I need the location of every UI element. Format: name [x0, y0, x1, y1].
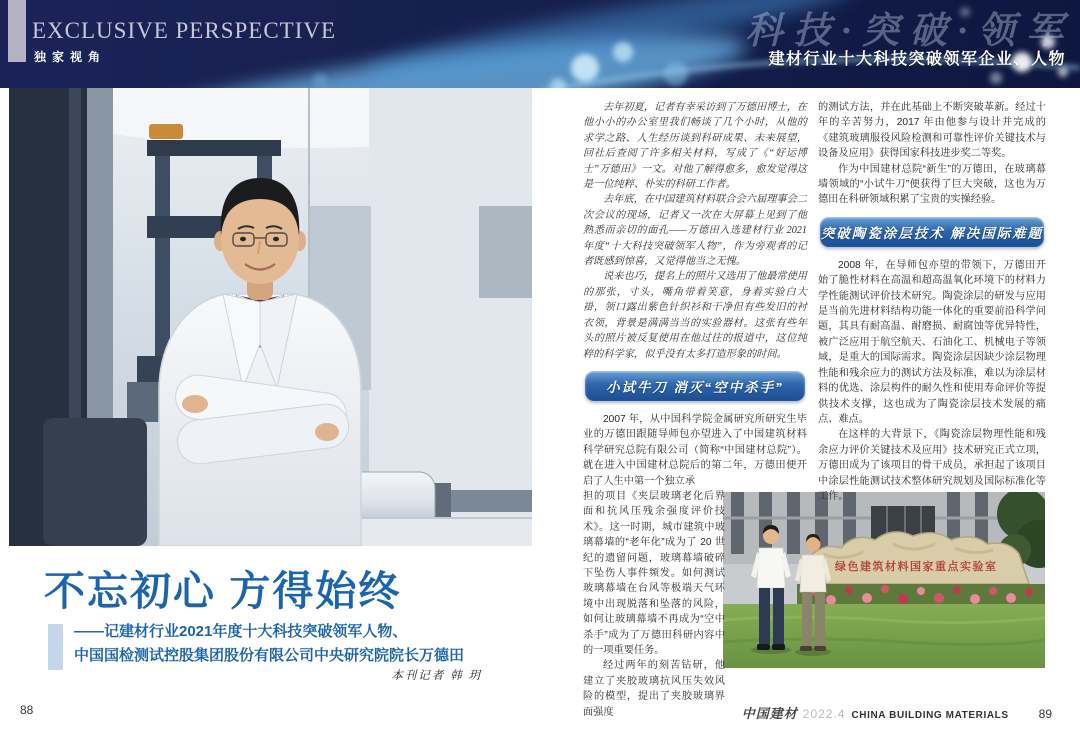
lab-photo — [9, 88, 532, 546]
section-heading-box-2 — [820, 217, 1044, 247]
page-number-right: 89 — [1038, 707, 1052, 721]
text-wrap-column — [583, 489, 725, 720]
section-heading-box-1 — [585, 371, 805, 401]
article-subtitle — [74, 620, 494, 668]
stone-inscription: 绿色建筑材料国家重点实验室 — [835, 561, 998, 573]
journal-issue: 2022.4 — [802, 707, 846, 721]
article-paragraph: 去年初夏，记者有幸采访到了万德田博士，在他小小的办公室里我们畅谈了几个小时，从他的求学之路、人生经历谈到科研成果、未来展望，回社后查阅了许多相关材料，写成了《“好运博士”万德田》一文。对他了解得愈多，愈发觉得这是一位纯粹、朴实的科研工作者。 — [583, 102, 807, 191]
article-paragraph: 去年底，在中国建筑材料联合会六届理事会二次会议的现场，记者又一次在大屏幕上见到了他熟悉而亲切的面孔——万德田入选建材行业 2021 年度“十大科技突破领军人物”，作为旁观者的记者既感到惊喜，又觉得他当之无愧。 — [583, 194, 807, 268]
article-paragraph: 的测试方法，并在此基础上不断突破革新。经过十年的辛苦努力，2017 年由他参与设计并完成的《建筑玻璃服役风险检测和可靠性评价关键技术与设备及应用》获得国家科技进步奖二等奖。 — [818, 102, 1046, 160]
calligraphy-slogan: 科技·突破·领军 — [745, 11, 1074, 52]
journal-name-zh: 中国建材 — [741, 706, 798, 721]
article-column-1 — [583, 100, 807, 720]
corner-tab — [8, 0, 26, 62]
section-eyebrow-en: EXCLUSIVE PERSPECTIVE — [32, 18, 337, 43]
article-paragraph: 说来也巧，提名上的照片又选用了他最常使用的那张，寸头，嘴角带着笑意，身着实验白大褂，领口露出紫色针织衫和干净但有些发旧的衬衣领，背景是满满当当的实验器材。这张有些年头的照片被反复使用在他过往的报道中，这位纯粹的科学家，似乎没有太多打造形象的时间。 — [583, 271, 807, 360]
page-number-left: 88 — [20, 703, 34, 717]
footer — [742, 703, 1052, 722]
article-paragraph: 在这样的大背景下，《陶瓷涂层物理性能和残余应力评价关键技术及应用》技术研究正式立项，万德田成为了该项目的骨干成员，承担起了该项目中涂层性能测试技术整体研究规划及国际标准化等工作。 — [818, 429, 1046, 502]
section-eyebrow-zh: 独家视角 — [34, 50, 107, 64]
section-heading-1: 小试牛刀 消灭“空中杀手” — [606, 379, 784, 395]
byline: 本刊记者 韩 玥 — [391, 670, 482, 682]
article-paragraph: 作为中国建材总院“新生”的万德田，在玻璃幕墙领域的“小试牛刀”便获得了巨大突破，这也为万德田在科研领域积累了宝贵的实操经验。 — [818, 163, 1046, 206]
journal-name-en: CHINA BUILDING MATERIALS — [851, 710, 1009, 721]
article-paragraph: 担的项目《夹层玻璃老化后界面和抗风压残余强度评价技术》。这一时期，城市建筑中玻璃幕墙的“老年化”成为了 20 世纪的遗留问题，玻璃幕墙破碎下坠伤人事件频发。如何测试玻璃幕墙在台风等极端天气环境中出现脱落和坠落的风险，如何让玻璃幕墙不再成为“空中杀手”成为了万德田科研内容中的一项重要任务。 — [583, 490, 725, 656]
article-paragraph: 经过两年的刻苦钻研，他建立了夹胶玻璃抗风压失效风险的模型，提出了夹胶玻璃界面强度 — [583, 660, 725, 718]
series-banner: 建材行业十大科技突破领军企业、人物 — [768, 51, 1066, 68]
subtitle-accent-bar — [48, 624, 63, 670]
article-paragraph: 2007 年，从中国科学院金属研究所研究生毕业的万德田跟随导师包亦望进入了中国建筑材料科学研究总院有限公司（简称“中国建材总院”）。就在进入中国建材总院后的第二年，万德田便开启了人生中第一个独立承 — [583, 413, 807, 487]
article-paragraph: 2008 年，在导师包亦望的带领下，万德田开始了脆性材料在高温和超高温氧化环境下的材料力学性能测试评价技术研究。陶瓷涂层的研发与应用是当前先进材料结构功能一体化的重要前沿科学问题，其具有耐高温、耐磨损、耐腐蚀等优异特性，被广泛应用于航空航天、石油化工、机械电子等领域，是重大的国际需求。陶瓷涂层因缺少涂层物理性能和残余应力的测试方法及标准，难以为涂层材料的优选、涂层构件的耐久性和使用寿命评价等提供技术支撑，这也成为了陶瓷涂层技术发展的痛点、难点。 — [818, 259, 1046, 425]
subtitle-line-1: ——记建材行业2021年度十大科技突破领军人物、 — [74, 623, 408, 640]
article-column-2 — [818, 100, 1046, 504]
header-band — [0, 0, 1080, 88]
section-heading-2: 突破陶瓷涂层技术 解决国际难题 — [820, 225, 1044, 241]
subtitle-line-2: 中国国检测试控股集团股份有限公司中央研究院院长万德田 — [74, 647, 465, 664]
article-title: 不忘初心 方得始终 — [44, 568, 402, 614]
